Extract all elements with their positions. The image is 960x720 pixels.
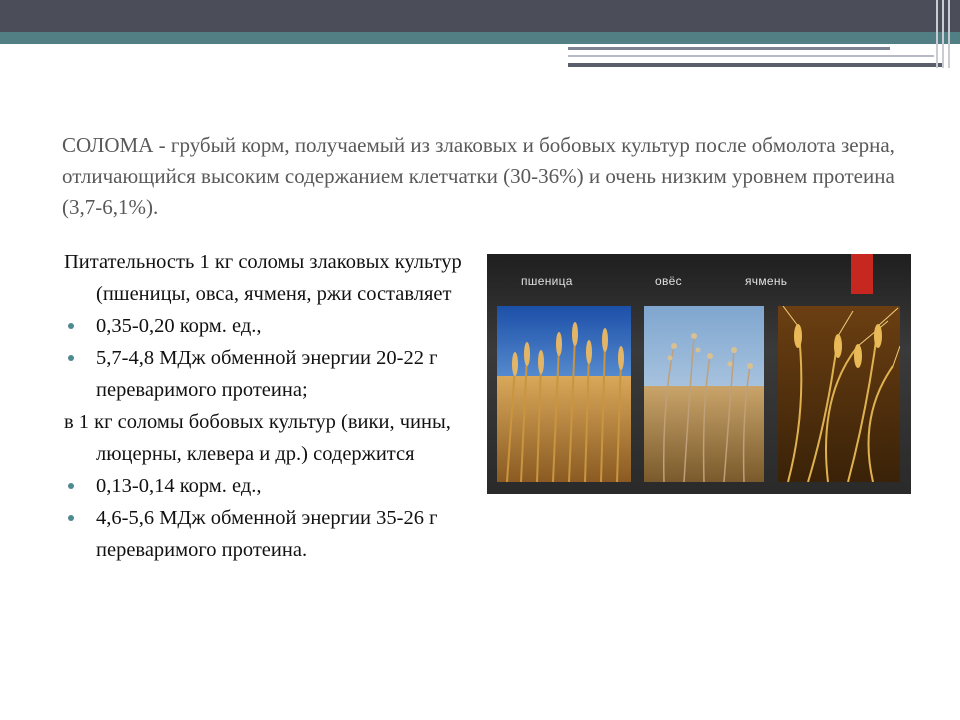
header-stripe	[568, 55, 934, 57]
header-tick	[942, 0, 944, 68]
caption-wheat: пшеница	[521, 274, 573, 288]
header-bar-teal	[0, 32, 960, 44]
header-tick	[936, 0, 938, 68]
bullet-item	[64, 502, 484, 566]
oats-photo	[644, 306, 764, 482]
bullet-text: 4,6-5,6 МДж обменной энергии 35-26 г переваримого протеина.	[96, 507, 438, 561]
grain-photo-panel	[487, 254, 911, 494]
bullet-dot-icon	[68, 355, 74, 361]
slide-title: СОЛОМА - грубый корм, получаемый из злаковых и бобовых культур после обмолота зерна, отличающийся высоким содержанием клетчатки (30-36%) и очень низким уровнем протеина (3,7-6,1%).	[62, 133, 895, 219]
caption-barley: ячмень	[745, 274, 788, 288]
paragraph-cereal-straw: Питательность 1 кг соломы злаковых культур (пшеницы, овса, ячменя, ржи составляет	[64, 251, 462, 305]
red-accent-tab	[851, 254, 873, 294]
caption-oats: овёс	[655, 274, 682, 288]
paragraph-legume-straw: в 1 кг соломы бобовых культур (вики, чины, люцерны, клевера и др.) содержится	[64, 411, 451, 465]
bullet-item	[64, 310, 484, 342]
header-bar-dark	[0, 0, 960, 32]
header-stripe	[568, 47, 890, 50]
barley-photo	[778, 306, 900, 482]
bullet-item	[64, 470, 484, 502]
bullet-text: 0,35-0,20 корм. ед.,	[96, 315, 262, 337]
header-stripe	[568, 63, 944, 67]
header-tick	[948, 0, 950, 68]
bullet-dot-icon	[68, 323, 74, 329]
bullet-text: 5,7-4,8 МДж обменной энергии 20-22 г переваримого протеина;	[96, 347, 438, 401]
bullet-item	[64, 342, 484, 406]
slide-body	[64, 246, 484, 566]
bullet-dot-icon	[68, 483, 74, 489]
wheat-photo	[497, 306, 631, 482]
bullet-dot-icon	[68, 515, 74, 521]
bullet-text: 0,13-0,14 корм. ед.,	[96, 475, 262, 497]
